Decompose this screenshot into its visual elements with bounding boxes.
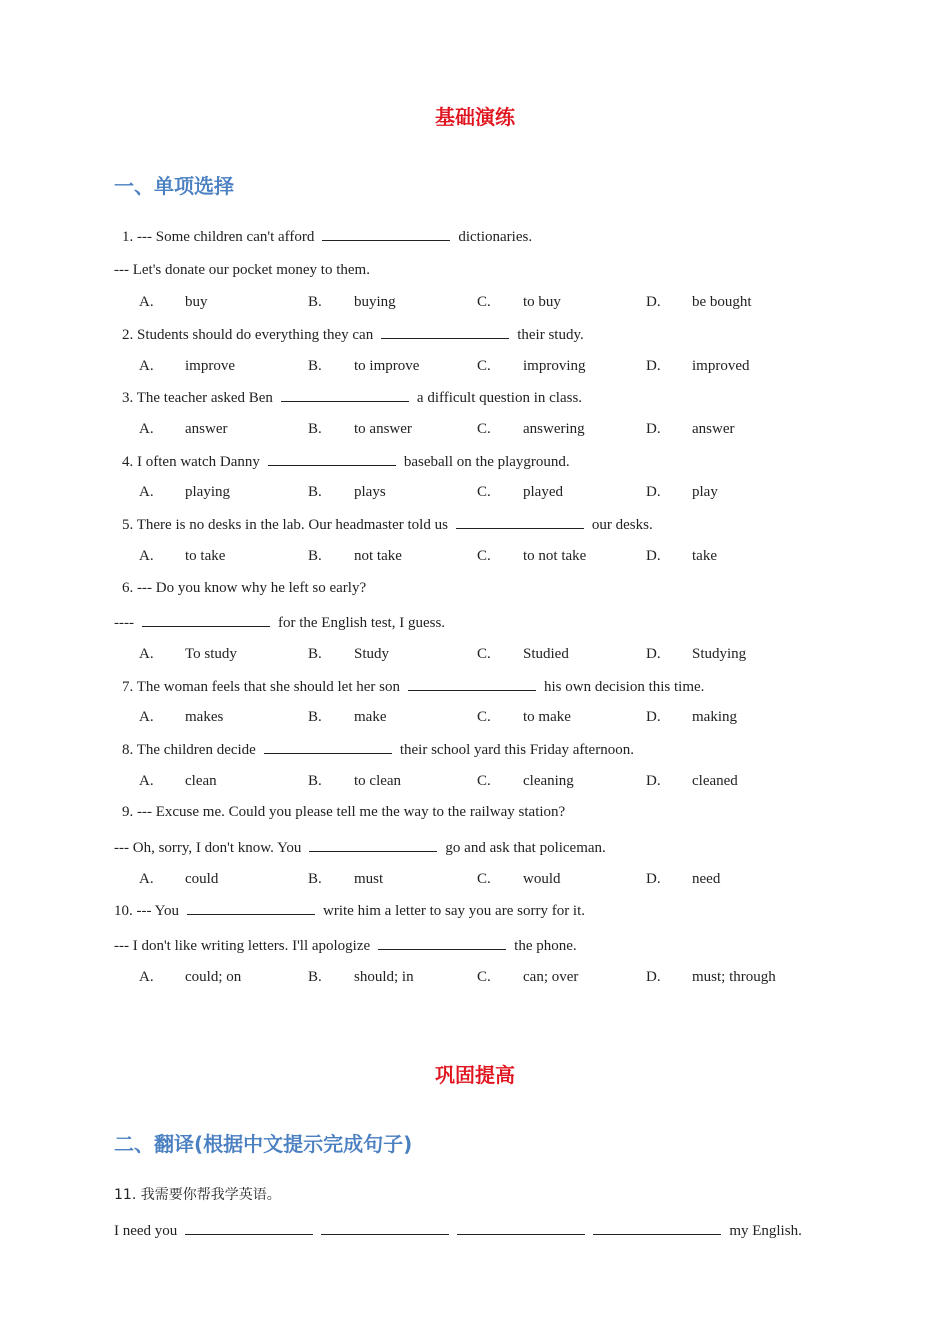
- option-c[interactable]: Studied: [523, 646, 569, 662]
- question-9-reply: [114, 837, 606, 858]
- option-c[interactable]: to not take: [523, 548, 587, 564]
- section2-title: 巩固提高: [435, 1063, 515, 1087]
- option-a[interactable]: buy: [185, 294, 208, 310]
- option-a[interactable]: playing: [185, 484, 230, 500]
- option-letter: B.: [308, 358, 322, 374]
- option-b[interactable]: Study: [354, 646, 390, 662]
- option-letter: A.: [139, 358, 154, 374]
- option-letter: A.: [139, 484, 154, 500]
- option-letter: B.: [308, 709, 322, 725]
- option-letter: A.: [139, 969, 154, 985]
- option-letter: A.: [139, 421, 154, 437]
- option-d[interactable]: improved: [692, 358, 750, 374]
- question-text: his own decision this time.: [544, 679, 705, 695]
- option-letter: D.: [646, 294, 661, 310]
- question-8: [122, 739, 634, 760]
- option-c[interactable]: can; over: [523, 969, 579, 985]
- question-text: go and ask that policeman.: [445, 840, 606, 856]
- option-letter: B.: [308, 969, 322, 985]
- question-text: their study.: [517, 327, 584, 343]
- question-text: I need you: [114, 1223, 178, 1239]
- option-a[interactable]: to take: [185, 548, 226, 564]
- option-d[interactable]: must; through: [692, 969, 776, 985]
- section1-heading: 一、单项选择: [114, 174, 234, 198]
- option-d[interactable]: making: [692, 709, 737, 725]
- option-letter: A.: [139, 548, 154, 564]
- answer-blank[interactable]: [381, 324, 509, 339]
- option-d[interactable]: answer: [692, 421, 735, 437]
- question-11: 11. 我需要你帮我学英语。: [114, 1187, 281, 1203]
- question-6: 6. --- Do you know why he left so early?: [122, 580, 367, 596]
- option-b[interactable]: must: [354, 871, 384, 887]
- question-3: [122, 387, 582, 408]
- question-text: write him a letter to say you are sorry for it.: [323, 903, 586, 919]
- question-text: baseball on the playground.: [403, 454, 570, 470]
- option-letter: B.: [308, 421, 322, 437]
- question-text: for the English test, I guess.: [277, 615, 446, 631]
- question-2: [122, 324, 584, 345]
- option-letter: B.: [308, 646, 322, 662]
- option-c[interactable]: played: [523, 484, 563, 500]
- option-letter: A.: [139, 773, 154, 789]
- option-letter: C.: [477, 709, 491, 725]
- option-letter: C.: [477, 646, 491, 662]
- option-b[interactable]: buying: [354, 294, 396, 310]
- option-letter: C.: [477, 773, 491, 789]
- answer-blank[interactable]: [187, 900, 315, 915]
- question-text: 5. There is no desks in the lab. Our headmaster told us: [122, 517, 448, 533]
- option-b[interactable]: to clean: [354, 773, 402, 789]
- question-text: 3. The teacher asked Ben: [122, 390, 273, 406]
- option-d[interactable]: cleaned: [692, 773, 738, 789]
- option-b[interactable]: to answer: [354, 421, 412, 437]
- option-d[interactable]: play: [692, 484, 718, 500]
- question-9: 9. --- Excuse me. Could you please tell me the way to the railway station?: [122, 804, 566, 820]
- option-c[interactable]: would: [523, 871, 561, 887]
- option-letter: A.: [139, 294, 154, 310]
- answer-blank[interactable]: [142, 612, 270, 627]
- option-letter: D.: [646, 773, 661, 789]
- option-letter: D.: [646, 646, 661, 662]
- question-5: [122, 514, 653, 535]
- option-b[interactable]: to improve: [354, 358, 420, 374]
- answer-blank[interactable]: [322, 226, 450, 241]
- option-a[interactable]: could; on: [185, 969, 242, 985]
- option-letter: B.: [308, 773, 322, 789]
- option-letter: C.: [477, 294, 491, 310]
- option-b[interactable]: not take: [354, 548, 402, 564]
- question-text: 4. I often watch Danny: [122, 454, 260, 470]
- question-10-reply: [114, 935, 577, 956]
- answer-blank-3[interactable]: [457, 1220, 585, 1235]
- question-text: dictionaries.: [458, 229, 533, 245]
- answer-blank-2[interactable]: [321, 1220, 449, 1235]
- option-letter: B.: [308, 484, 322, 500]
- answer-blank-1[interactable]: [185, 1220, 313, 1235]
- option-letter: D.: [646, 358, 661, 374]
- option-letter: C.: [477, 548, 491, 564]
- option-letter: B.: [308, 548, 322, 564]
- option-letter: C.: [477, 358, 491, 374]
- option-letter: D.: [646, 484, 661, 500]
- option-c[interactable]: answering: [523, 421, 585, 437]
- question-text: the phone.: [514, 938, 577, 954]
- option-letter: D.: [646, 709, 661, 725]
- option-b[interactable]: plays: [354, 484, 386, 500]
- question-text: a difficult question in class.: [416, 390, 583, 406]
- option-letter: A.: [139, 709, 154, 725]
- option-a[interactable]: makes: [185, 709, 224, 725]
- question-text: 1. --- Some children can't afford: [122, 229, 315, 245]
- option-letter: D.: [646, 548, 661, 564]
- option-letter: D.: [646, 421, 661, 437]
- option-letter: C.: [477, 421, 491, 437]
- option-letter: D.: [646, 871, 661, 887]
- question-11-translation: [114, 1220, 802, 1241]
- answer-blank-4[interactable]: [593, 1220, 721, 1235]
- option-b[interactable]: make: [354, 709, 387, 725]
- question-text: 7. The woman feels that she should let her son: [122, 679, 400, 695]
- option-letter: C.: [477, 871, 491, 887]
- option-letter: C.: [477, 484, 491, 500]
- option-a[interactable]: answer: [185, 421, 228, 437]
- section1-title: 基础演练: [435, 105, 515, 129]
- question-text: --- Oh, sorry, I don't know. You: [114, 840, 302, 856]
- option-c[interactable]: to buy: [523, 294, 561, 310]
- question-text: 2. Students should do everything they can: [122, 327, 374, 343]
- option-c[interactable]: cleaning: [523, 773, 574, 789]
- option-a[interactable]: To study: [185, 646, 237, 662]
- answer-blank[interactable]: [264, 739, 392, 754]
- question-text: ----: [114, 615, 134, 631]
- question-text: my English.: [729, 1223, 802, 1239]
- option-letter: D.: [646, 969, 661, 985]
- question-text: 8. The children decide: [122, 742, 256, 758]
- question-1-reply: --- Let's donate our pocket money to them.: [114, 262, 370, 278]
- option-b[interactable]: should; in: [354, 969, 414, 985]
- question-1: [122, 226, 532, 247]
- option-d[interactable]: be bought: [692, 294, 752, 310]
- answer-blank[interactable]: [309, 837, 437, 852]
- answer-blank[interactable]: [456, 514, 584, 529]
- question-text: --- I don't like writing letters. I'll apologize: [114, 938, 371, 954]
- answer-blank[interactable]: [268, 451, 396, 466]
- option-d[interactable]: Studying: [692, 646, 747, 662]
- answer-blank[interactable]: [281, 387, 409, 402]
- option-a[interactable]: clean: [185, 773, 217, 789]
- question-4: [122, 451, 570, 472]
- question-text: our desks.: [591, 517, 653, 533]
- question-6-reply: [114, 612, 445, 633]
- question-7: [122, 676, 704, 697]
- section2-heading: 二、翻译(根据中文提示完成句子): [114, 1132, 413, 1156]
- option-letter: C.: [477, 969, 491, 985]
- option-a[interactable]: could: [185, 871, 219, 887]
- option-letter: B.: [308, 871, 322, 887]
- option-letter: A.: [139, 871, 154, 887]
- answer-blank[interactable]: [408, 676, 536, 691]
- answer-blank[interactable]: [378, 935, 506, 950]
- question-text: 10. --- You: [114, 903, 180, 919]
- option-c[interactable]: improving: [523, 358, 586, 374]
- option-a[interactable]: improve: [185, 358, 235, 374]
- option-d[interactable]: need: [692, 871, 721, 887]
- question-10: [114, 900, 585, 921]
- question-text: their school yard this Friday afternoon.: [399, 742, 634, 758]
- option-letter: B.: [308, 294, 322, 310]
- option-d[interactable]: take: [692, 548, 717, 564]
- option-c[interactable]: to make: [523, 709, 571, 725]
- option-letter: A.: [139, 646, 154, 662]
